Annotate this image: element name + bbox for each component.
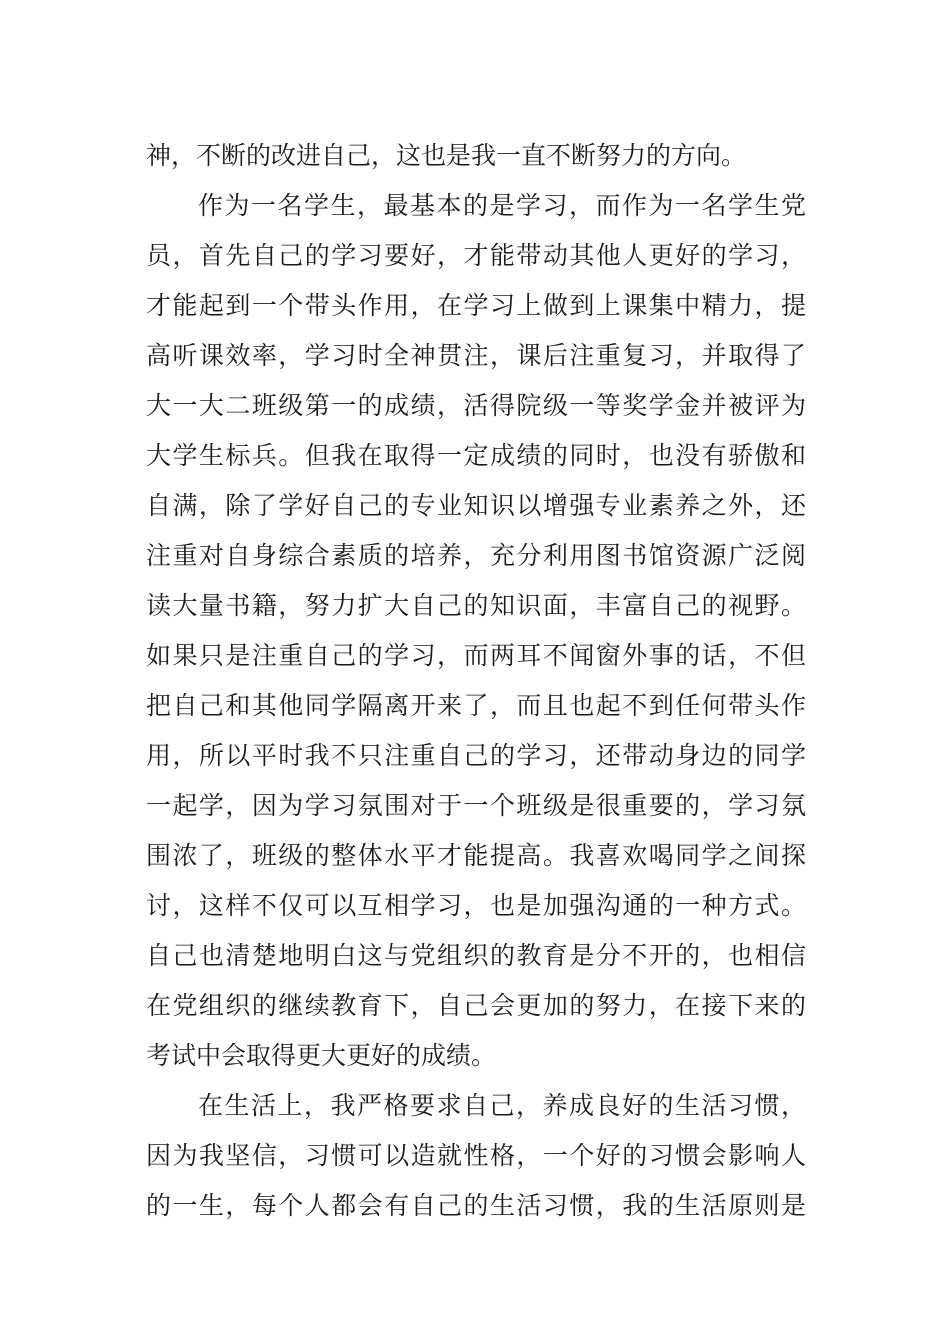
- text-line: 注重对自身综合素质的培养，充分利用图书馆资源广泛阅: [146, 541, 806, 570]
- text-line: 员，首先自己的学习要好，才能带动其他人更好的学习，: [146, 241, 806, 270]
- paragraph-first-line: 作为一名学生，最基本的是学习，而作为一名学生党: [198, 191, 806, 220]
- text-line: 高听课效率，学习时全神贯注，课后注重复习，并取得了: [146, 341, 806, 370]
- text-line: 在党组织的继续教育下，自己会更加的努力，在接下来的: [146, 991, 806, 1020]
- text-line: 读大量书籍，努力扩大自己的知识面，丰富自己的视野。: [146, 591, 806, 620]
- text-line: 大一大二班级第一的成绩，活得院级一等奖学金并被评为: [146, 391, 806, 420]
- text-line: 一起学，因为学习氛围对于一个班级是很重要的，学习氛: [146, 791, 806, 820]
- text-line: 自己也清楚地明白这与党组织的教育是分不开的，也相信: [146, 941, 806, 970]
- text-line: 的一生，每个人都会有自己的生活习惯，我的生活原则是: [146, 1191, 806, 1220]
- text-line: 考试中会取得更大更好的成绩。: [146, 1041, 497, 1070]
- text-line: 用，所以平时我不只注重自己的学习，还带动身边的同学: [146, 741, 806, 770]
- text-line: 大学生标兵。但我在取得一定成绩的同时，也没有骄傲和: [146, 441, 806, 470]
- paragraph-first-line: 在生活上，我严格要求自己，养成良好的生活习惯，: [198, 1091, 806, 1120]
- body-text: [146, 131, 806, 1231]
- text-line: 自满，除了学好自己的专业知识以增强专业素养之外，还: [146, 491, 806, 520]
- text-line: 因为我坚信，习惯可以造就性格，一个好的习惯会影响人: [146, 1141, 806, 1170]
- text-line: 神，不断的改进自己，这也是我一直不断努力的方向。: [146, 141, 747, 170]
- text-line: 围浓了，班级的整体水平才能提高。我喜欢喝同学之间探: [146, 841, 806, 870]
- text-line: 把自己和其他同学隔离开来了，而且也起不到任何带头作: [146, 691, 806, 720]
- text-line: 如果只是注重自己的学习，而两耳不闻窗外事的话，不但: [146, 641, 806, 670]
- text-line: 讨，这样不仅可以互相学习，也是加强沟通的一种方式。: [146, 891, 806, 920]
- text-line: 才能起到一个带头作用，在学习上做到上课集中精力，提: [146, 291, 806, 320]
